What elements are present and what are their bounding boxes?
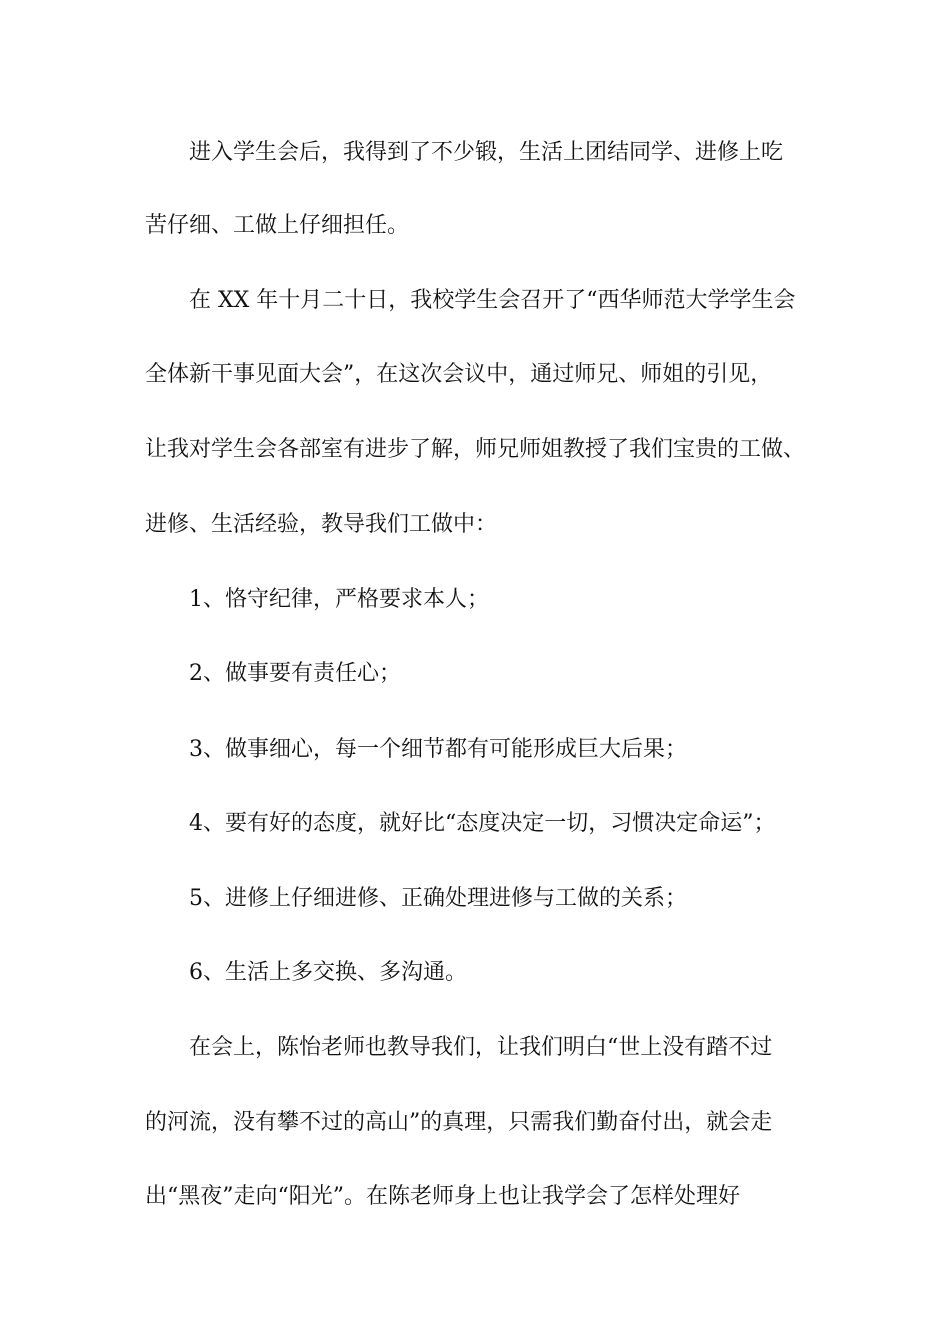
text-line: 在会上，陈怡老师也教导我们，让我们明白“世上没有踏不过 — [189, 1035, 773, 1060]
paragraph-line — [0, 1103, 950, 1143]
list-item — [0, 730, 950, 770]
list-item — [0, 580, 950, 620]
list-item — [0, 804, 950, 844]
list-item-text: 6、生活上多交换、多沟通。 — [189, 960, 467, 985]
text-line: 在 XX 年十月二十日，我校学生会召开了“西华师范大学学生会 — [189, 288, 796, 313]
paragraph-line — [0, 133, 950, 173]
paragraph-line — [0, 281, 950, 321]
paragraph-line — [0, 206, 950, 246]
paragraph-line — [0, 430, 950, 470]
paragraph-line — [0, 1177, 950, 1217]
text-line: 苦仔细、工做上仔细担任。 — [145, 213, 410, 238]
text-line: 进入学生会后，我得到了不少锻，生活上团结同学、进修上吃 — [189, 140, 784, 165]
paragraph-line — [0, 505, 950, 545]
paragraph-line — [0, 1028, 950, 1068]
text-line: 全体新干事见面大会”，在这次会议中，通过师兄、师姐的引见， — [145, 362, 773, 387]
list-item — [0, 953, 950, 993]
text-line: 让我对学生会各部室有进步了解，师兄师姐教授了我们宝贵的工做、 — [145, 437, 806, 462]
list-item-text: 2、做事要有责任心； — [189, 661, 401, 686]
list-item — [0, 879, 950, 919]
list-item-text: 3、做事细心，每一个细节都有可能形成巨大后果； — [189, 737, 687, 762]
text-line: 进修、生活经验，教导我们工做中： — [145, 512, 498, 537]
list-item-text: 4、要有好的态度，就好比“态度决定一切，习惯决定命运”； — [189, 811, 776, 836]
list-item-text: 5、进修上仔细进修、正确处理进修与工做的关系； — [189, 886, 687, 911]
paragraph-line — [0, 355, 950, 395]
text-line: 出“黑夜”走向“阳光”。在陈老师身上也让我学会了怎样处理好 — [145, 1184, 740, 1209]
text-line: 的河流，没有攀不过的高山”的真理，只需我们勤奋付出，就会走 — [145, 1110, 773, 1135]
list-item-text: 1、恪守纪律，严格要求本人； — [189, 587, 489, 612]
list-item — [0, 654, 950, 694]
